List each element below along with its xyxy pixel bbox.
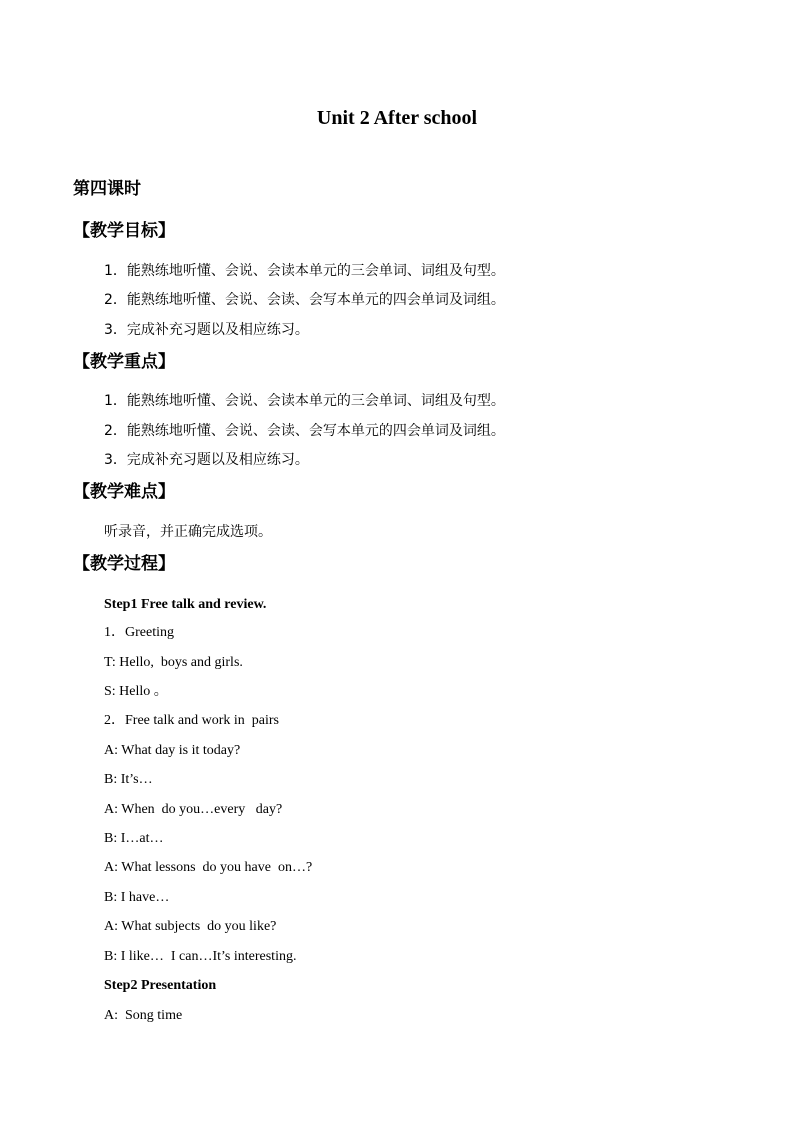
step1-title: Step1 Free talk and review.: [104, 597, 267, 612]
lesson-label: 第四课时: [73, 179, 141, 199]
process-line: A: What lessons do you have on…?: [104, 860, 313, 875]
goals-item: 1．能熟练地听懂、会说、会读本单元的三会单词、词组及句型。: [104, 263, 505, 279]
goals-item: 3．完成补充习题以及相应练习。: [104, 322, 309, 338]
key-points-item: 2．能熟练地听懂、会说、会读、会写本单元的四会单词及词组。: [104, 423, 505, 439]
process-line: S: Hello 。: [104, 684, 168, 699]
key-points-item: 3．完成补充习题以及相应练习。: [104, 452, 309, 468]
process-line: A: What subjects do you like?: [104, 919, 277, 934]
process-line: B: I…at…: [104, 831, 164, 846]
process-line: T: Hello, boys and girls.: [104, 655, 243, 670]
key-points-item: 1．能熟练地听懂、会说、会读本单元的三会单词、词组及句型。: [104, 393, 505, 409]
process-line: A: When do you…every day?: [104, 802, 283, 817]
difficulties-text: 听录音，并正确完成选项。: [104, 524, 272, 540]
section-heading-key-points: 【教学重点】: [73, 352, 175, 372]
process-line: 1．Greeting: [104, 625, 174, 640]
process-line: B: It’s…: [104, 772, 153, 787]
process-line: B: I like… I can…It’s interesting.: [104, 949, 297, 964]
goals-item: 2．能熟练地听懂、会说、会读、会写本单元的四会单词及词组。: [104, 292, 505, 308]
process-line: A: What day is it today?: [104, 743, 241, 758]
process-line: 2．Free talk and work in pairs: [104, 713, 279, 728]
section-heading-difficulties: 【教学难点】: [73, 482, 175, 502]
process-line: A: Song time: [104, 1008, 183, 1023]
step2-title: Step2 Presentation: [104, 978, 217, 993]
document-title: Unit 2 After school: [316, 107, 478, 129]
section-heading-goals: 【教学目标】: [73, 221, 175, 241]
process-line: B: I have…: [104, 890, 170, 905]
section-heading-process: 【教学过程】: [73, 554, 175, 574]
